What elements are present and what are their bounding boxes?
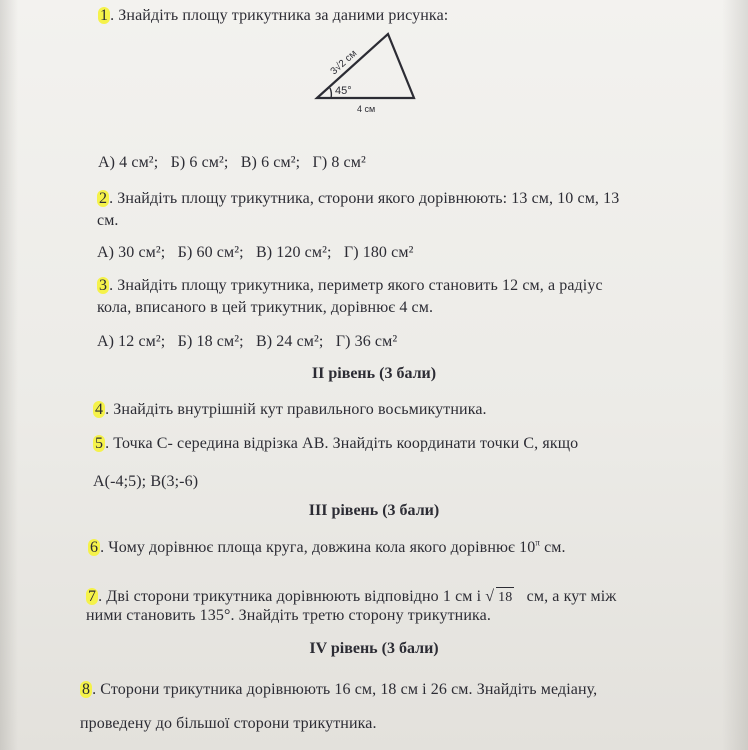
question-7-line-2: ними становить 135°. Знайдіть третю сторону трикутника. [86, 607, 491, 624]
sqrt-sign-icon: √ [485, 588, 495, 605]
question-6-text-end: см. [539, 539, 566, 556]
question-4 [93, 400, 487, 420]
triangle-angle-label: 45° [335, 85, 352, 97]
level-3-heading: ІІІ рівень (3 бали) [308, 502, 440, 519]
question-8-line-2: проведену до більшої сторони трикутника. [80, 715, 377, 732]
question-8-line-1 [80, 680, 597, 700]
question-4-text: . Знайдіть внутрішній кут правильного восьмикутника. [105, 401, 487, 418]
question-3-line-1 [97, 276, 603, 296]
q3-option-d: Г) 36 см² [335, 333, 398, 350]
question-3-text: . Знайдіть площу трикутника, периметр якого становить 12 см, а радіус [109, 277, 603, 294]
question-5-text: . Точка С- середина відрізка АВ. Знайдіть координати точки С, якщо [105, 435, 579, 452]
question-7-radicand: 18 [496, 587, 514, 608]
question-1-number: 1 [100, 7, 109, 24]
question-6 [88, 538, 566, 558]
triangle-base-label: 4 см [357, 104, 376, 114]
question-1-options [98, 153, 366, 173]
question-8-text: . Сторони трикутника дорівнюють 16 см, 18 см і 26 см. Знайдіть медіану, [92, 681, 598, 698]
question-3-number: 3 [99, 277, 108, 294]
question-1-text: . Знайдіть площу трикутника за даними рисунка: [110, 7, 449, 24]
q2-option-d: Г) 180 см² [343, 244, 414, 261]
q3-option-a: А) 12 см²; [97, 333, 166, 350]
question-5-number: 5 [95, 435, 104, 452]
triangle-figure [0, 20, 748, 160]
question-2-number: 2 [99, 190, 108, 207]
question-3-line-2: кола, вписаного в цей трикутник, дорівнює 4 см. [97, 299, 434, 316]
level-2-heading: ІІ рівень (3 бали) [311, 365, 437, 382]
angle-arc [330, 88, 331, 98]
question-6-pi: π [535, 537, 540, 548]
q2-option-a: А) 30 см²; [97, 244, 166, 261]
question-6-number: 6 [90, 539, 99, 556]
question-4-number: 4 [95, 401, 104, 418]
q1-option-c: В) 6 см²; [240, 154, 301, 171]
q1-option-b: Б) 6 см²; [170, 154, 229, 171]
question-7-text-end: см, а кут між [526, 588, 617, 605]
level-4-heading: ІV рівень (3 бали) [309, 640, 439, 657]
question-2-text: . Знайдіть площу трикутника, сторони якого дорівнюють: 13 см, 10 см, 13 [109, 190, 620, 207]
question-2-line-1 [97, 189, 619, 209]
q1-option-d: Г) 8 см² [312, 154, 366, 171]
question-8-number: 8 [82, 681, 91, 698]
q2-option-b: Б) 60 см²; [177, 244, 244, 261]
question-7-line-1 [86, 587, 616, 608]
triangle-side-label: 3√2 см [328, 48, 360, 78]
question-3-options [97, 332, 397, 352]
question-5 [93, 434, 578, 454]
question-2-options [97, 243, 413, 263]
question-2-line-2: см. [97, 212, 119, 229]
question-6-text: . Чому дорівнює площа круга, довжина кола якого дорівнює 10 [100, 539, 536, 556]
q2-option-c: В) 120 см²; [255, 244, 332, 261]
q3-option-c: В) 24 см²; [255, 333, 324, 350]
q1-option-a: А) 4 см²; [98, 154, 159, 171]
question-7-text: . Дві сторони трикутника дорівнюють відповідно 1 см і [98, 588, 482, 605]
question-5-points: А(-4;5); В(3;-6) [93, 473, 199, 490]
question-7-number: 7 [88, 588, 97, 605]
q3-option-b: Б) 18 см²; [177, 333, 244, 350]
